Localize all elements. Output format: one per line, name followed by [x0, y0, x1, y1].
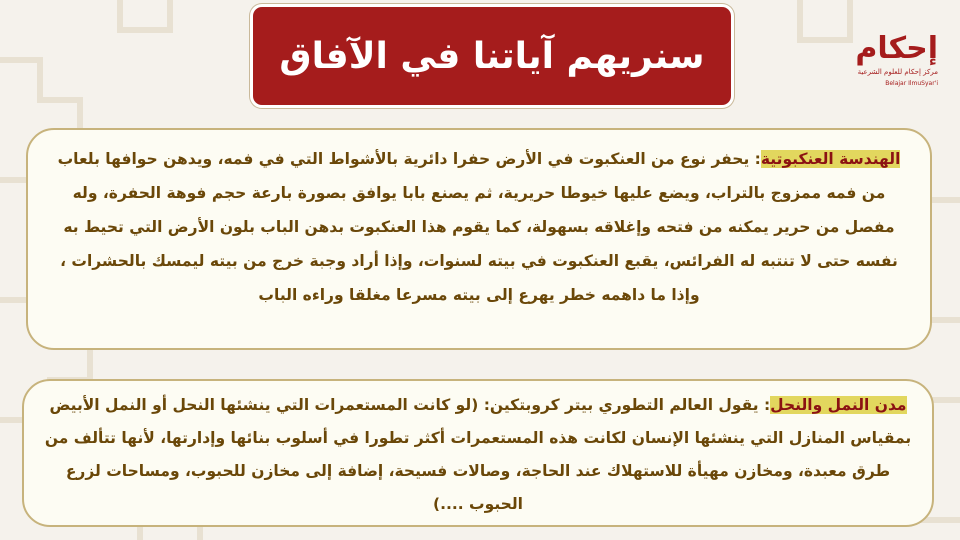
logo-tagline: Belajar IlmuSyar'i [885, 80, 938, 87]
card-text: : يقول العالم التطوري بيتر كروبتكين: (لو كانت المستعمرات التي ينشئها النحل أو النمل الأبيض بمقياس المنازل التي ينشئها الإنسان لكانت هذه المستعمرات أكثر تطورا في أسلوب بنائها وإدارتها، لأنها تتألف من طرق معبدة، ومخازن مهيأة للاستهلاك عند الحاجة، وصالات فسيحة، إضافة إلى مخازن للحبوب، ومساحات لزرع الحبوب ....) [44, 396, 912, 513]
logo-subtitle: مركز إحكام للعلوم الشرعية [857, 68, 938, 76]
title-banner [250, 4, 734, 108]
card-paragraph [52, 142, 906, 312]
ant-bee-cities-card [22, 379, 934, 527]
card-term: مدن النمل والنحل [770, 396, 907, 414]
card-term: الهندسة العنكبوتية [760, 150, 901, 168]
logo-wordmark: إحكام [855, 31, 938, 66]
logo [840, 24, 940, 96]
card-paragraph [44, 389, 912, 521]
card-text: : يحفر نوع من العنكبوت في الأرض حفرا دائرية بالأشواط التي في فمه، ويدهن حوافها بلعاب من فمه ممزوج بالتراب، ويضع عليها خيوطا حريرية، ثم يصنع بابا يوافق بصورة بارعة حجم فوهة الحفرة، وله مفصل من حرير يمكنه من فتحه وإغلاقه بسهولة، كما يقوم هذا العنكبوت بدهن الباب بلون الأرض التي تحيط به نفسه حتى لا تنتبه له الفرائس، يقبع العنكبوت في بيته لسنوات، وإذا أراد وجبة خرج من بيته ليمسك بالحشرات ، وإذا ما داهمه خطر يهرع إلى بيته مسرعا مغلقا وراءه الباب [57, 150, 898, 304]
page-title: سنريهم آياتنا في الآفاق [279, 35, 705, 77]
spider-engineering-card [26, 128, 932, 350]
